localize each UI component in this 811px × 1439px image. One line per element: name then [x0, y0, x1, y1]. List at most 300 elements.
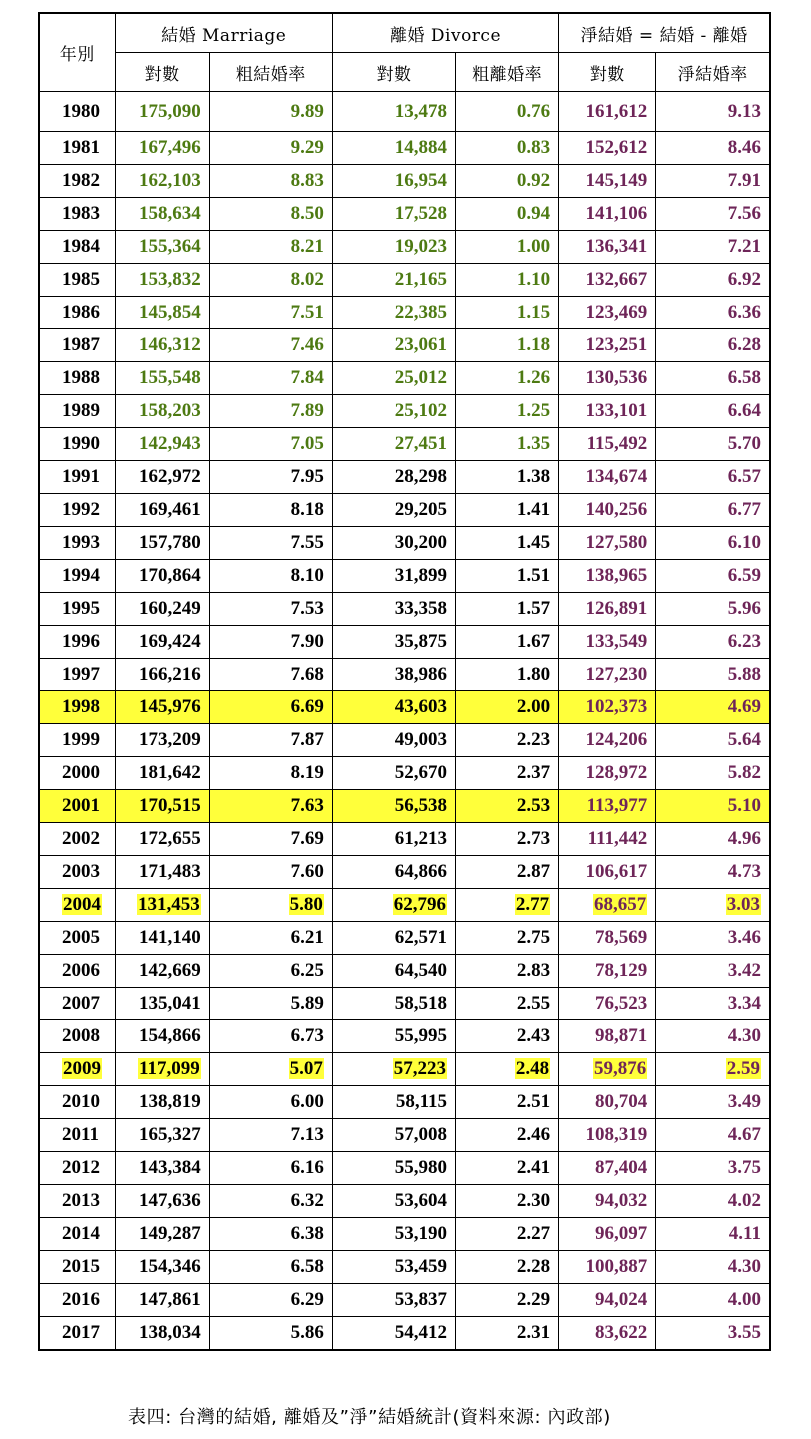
cell-net-rate: 4.69 — [656, 691, 770, 724]
cell-net-count: 127,580 — [559, 526, 656, 559]
cell-marriage-rate: 6.21 — [209, 921, 332, 954]
cell-divorce-count: 64,866 — [332, 855, 455, 888]
header-divorce: 離婚 Divorce — [332, 13, 558, 53]
cell-divorce-rate: 2.31 — [456, 1316, 559, 1349]
cell-divorce-rate: 1.25 — [456, 395, 559, 428]
cell-net-count: 161,612 — [559, 92, 656, 132]
cell-marriage-count: 155,548 — [115, 362, 209, 395]
cell-divorce-count: 58,115 — [332, 1086, 455, 1119]
cell-net-count: 94,024 — [559, 1283, 656, 1316]
cell-year: 2007 — [39, 987, 115, 1020]
cell-divorce-count: 38,986 — [332, 658, 455, 691]
cell-divorce-rate — [456, 888, 559, 921]
cell-marriage-count: 157,780 — [115, 526, 209, 559]
cell-marriage-count: 165,327 — [115, 1119, 209, 1152]
highlighted-value: 2009 — [63, 1058, 101, 1080]
cell-divorce-count: 16,954 — [332, 164, 455, 197]
cell-divorce-rate: 2.55 — [456, 987, 559, 1020]
cell-divorce-count: 53,604 — [332, 1185, 455, 1218]
cell-divorce-rate: 0.83 — [456, 132, 559, 165]
cell-year: 1982 — [39, 164, 115, 197]
cell-marriage-rate: 7.46 — [209, 329, 332, 362]
table-body — [39, 92, 770, 1350]
cell-net-count: 106,617 — [559, 855, 656, 888]
cell-year: 2006 — [39, 954, 115, 987]
table-row — [39, 724, 770, 757]
table-row — [39, 461, 770, 494]
cell-divorce-rate: 1.00 — [456, 230, 559, 263]
cell-marriage-count: 155,364 — [115, 230, 209, 263]
cell-divorce-rate: 1.18 — [456, 329, 559, 362]
cell-divorce-rate: 1.57 — [456, 592, 559, 625]
cell-net-rate: 6.10 — [656, 526, 770, 559]
cell-net-rate — [656, 888, 770, 921]
cell-marriage-rate: 7.55 — [209, 526, 332, 559]
cell-year: 1999 — [39, 724, 115, 757]
cell-divorce-rate: 2.87 — [456, 855, 559, 888]
cell-marriage-count: 158,634 — [115, 197, 209, 230]
cell-year: 2008 — [39, 1020, 115, 1053]
cell-year: 2010 — [39, 1086, 115, 1119]
cell-divorce-rate: 2.41 — [456, 1152, 559, 1185]
cell-year: 1990 — [39, 428, 115, 461]
cell-net-count: 126,891 — [559, 592, 656, 625]
cell-net-rate: 4.96 — [656, 823, 770, 856]
cell-divorce-rate: 1.45 — [456, 526, 559, 559]
cell-divorce-count: 29,205 — [332, 493, 455, 526]
cell-divorce-count — [332, 1053, 455, 1086]
cell-divorce-rate: 2.30 — [456, 1185, 559, 1218]
cell-marriage-rate: 7.63 — [209, 790, 332, 823]
cell-year: 2003 — [39, 855, 115, 888]
cell-net-count: 132,667 — [559, 263, 656, 296]
cell-year: 1986 — [39, 296, 115, 329]
cell-divorce-count: 55,980 — [332, 1152, 455, 1185]
cell-net-count — [559, 1053, 656, 1086]
cell-divorce-rate: 1.10 — [456, 263, 559, 296]
cell-net-rate: 4.02 — [656, 1185, 770, 1218]
cell-divorce-rate: 1.35 — [456, 428, 559, 461]
cell-net-count: 83,622 — [559, 1316, 656, 1349]
cell-marriage-count: 160,249 — [115, 592, 209, 625]
cell-net-count: 145,149 — [559, 164, 656, 197]
cell-marriage-rate: 6.29 — [209, 1283, 332, 1316]
cell-marriage-rate: 9.89 — [209, 92, 332, 132]
cell-year: 2012 — [39, 1152, 115, 1185]
cell-marriage-count: 170,515 — [115, 790, 209, 823]
table-row — [39, 954, 770, 987]
cell-divorce-count: 35,875 — [332, 625, 455, 658]
cell-divorce-count — [332, 888, 455, 921]
cell-marriage-count: 146,312 — [115, 329, 209, 362]
header-row-groups — [39, 13, 770, 53]
cell-divorce-rate — [456, 1053, 559, 1086]
cell-year: 1996 — [39, 625, 115, 658]
highlighted-value: 59,876 — [594, 1058, 647, 1080]
cell-marriage-rate: 6.73 — [209, 1020, 332, 1053]
cell-divorce-count: 56,538 — [332, 790, 455, 823]
cell-divorce-rate: 2.46 — [456, 1119, 559, 1152]
cell-marriage-rate: 8.50 — [209, 197, 332, 230]
cell-marriage-rate: 7.87 — [209, 724, 332, 757]
cell-divorce-count: 13,478 — [332, 92, 455, 132]
cell-net-rate: 6.77 — [656, 493, 770, 526]
cell-net-count: 98,871 — [559, 1020, 656, 1053]
cell-divorce-rate: 2.29 — [456, 1283, 559, 1316]
cell-marriage-count: 154,866 — [115, 1020, 209, 1053]
cell-marriage-rate: 7.68 — [209, 658, 332, 691]
cell-divorce-count: 17,528 — [332, 197, 455, 230]
highlighted-value: 117,099 — [139, 1058, 200, 1080]
cell-divorce-rate: 0.94 — [456, 197, 559, 230]
cell-divorce-count: 21,165 — [332, 263, 455, 296]
cell-marriage-count: 143,384 — [115, 1152, 209, 1185]
cell-divorce-rate: 1.26 — [456, 362, 559, 395]
table-row — [39, 987, 770, 1020]
cell-net-count: 141,106 — [559, 197, 656, 230]
cell-marriage-count: 166,216 — [115, 658, 209, 691]
cell-net-rate: 3.46 — [656, 921, 770, 954]
cell-net-count: 96,097 — [559, 1217, 656, 1250]
cell-net-rate: 4.00 — [656, 1283, 770, 1316]
table-row — [39, 92, 770, 132]
table-row — [39, 1316, 770, 1349]
cell-net-rate: 5.96 — [656, 592, 770, 625]
cell-divorce-count: 27,451 — [332, 428, 455, 461]
cell-net-rate: 6.58 — [656, 362, 770, 395]
cell-net-count: 78,129 — [559, 954, 656, 987]
highlighted-value: 2.59 — [726, 1058, 760, 1080]
table-row — [39, 526, 770, 559]
cell-year: 1993 — [39, 526, 115, 559]
table-header — [39, 13, 770, 92]
table-row — [39, 1020, 770, 1053]
table-row — [39, 428, 770, 461]
cell-year: 1998 — [39, 691, 115, 724]
cell-net-rate: 3.75 — [656, 1152, 770, 1185]
table-row — [39, 1152, 770, 1185]
cell-marriage-count: 170,864 — [115, 559, 209, 592]
cell-net-rate: 5.70 — [656, 428, 770, 461]
cell-net-count: 124,206 — [559, 724, 656, 757]
table-row — [39, 1185, 770, 1218]
table-row — [39, 855, 770, 888]
cell-net-rate: 4.30 — [656, 1020, 770, 1053]
cell-net-rate: 6.92 — [656, 263, 770, 296]
cell-divorce-count: 31,899 — [332, 559, 455, 592]
cell-year: 2017 — [39, 1316, 115, 1349]
cell-year: 2016 — [39, 1283, 115, 1316]
cell-marriage-rate: 6.38 — [209, 1217, 332, 1250]
cell-net-rate: 4.11 — [656, 1217, 770, 1250]
cell-year: 1980 — [39, 92, 115, 132]
cell-marriage-count: 153,832 — [115, 263, 209, 296]
cell-divorce-rate: 2.51 — [456, 1086, 559, 1119]
cell-net-count — [559, 888, 656, 921]
highlighted-value: 2.48 — [515, 1058, 550, 1080]
cell-marriage-rate: 6.69 — [209, 691, 332, 724]
cell-year: 2013 — [39, 1185, 115, 1218]
header-marriage-count: 對數 — [115, 53, 209, 92]
table-row — [39, 757, 770, 790]
cell-net-count: 100,887 — [559, 1250, 656, 1283]
cell-divorce-count: 14,884 — [332, 132, 455, 165]
cell-divorce-rate: 1.38 — [456, 461, 559, 494]
header-year: 年別 — [39, 13, 115, 92]
cell-marriage-count: 173,209 — [115, 724, 209, 757]
cell-net-count: 102,373 — [559, 691, 656, 724]
cell-net-count: 138,965 — [559, 559, 656, 592]
cell-marriage-rate: 7.51 — [209, 296, 332, 329]
highlighted-value: 68,657 — [594, 893, 647, 915]
cell-year: 1983 — [39, 197, 115, 230]
cell-net-count: 111,442 — [559, 823, 656, 856]
cell-net-count: 115,492 — [559, 428, 656, 461]
cell-year: 1992 — [39, 493, 115, 526]
cell-year: 1987 — [39, 329, 115, 362]
cell-net-rate: 8.46 — [656, 132, 770, 165]
cell-divorce-count: 22,385 — [332, 296, 455, 329]
table-row — [39, 921, 770, 954]
cell-divorce-count: 52,670 — [332, 757, 455, 790]
cell-net-rate: 3.42 — [656, 954, 770, 987]
cell-marriage-count — [115, 1053, 209, 1086]
cell-net-count: 94,032 — [559, 1185, 656, 1218]
cell-divorce-rate: 2.43 — [456, 1020, 559, 1053]
cell-marriage-rate: 9.29 — [209, 132, 332, 165]
highlighted-value: 2004 — [63, 893, 101, 915]
cell-marriage-rate: 7.13 — [209, 1119, 332, 1152]
cell-net-count: 123,469 — [559, 296, 656, 329]
cell-net-rate: 7.91 — [656, 164, 770, 197]
cell-marriage-rate: 7.60 — [209, 855, 332, 888]
cell-net-count: 108,319 — [559, 1119, 656, 1152]
cell-marriage-count: 158,203 — [115, 395, 209, 428]
table-row — [39, 592, 770, 625]
cell-marriage-rate: 6.25 — [209, 954, 332, 987]
cell-marriage-rate: 8.83 — [209, 164, 332, 197]
table-row — [39, 823, 770, 856]
cell-net-rate: 4.73 — [656, 855, 770, 888]
cell-divorce-rate: 2.28 — [456, 1250, 559, 1283]
header-row-subcolumns — [39, 53, 770, 92]
cell-net-rate: 6.57 — [656, 461, 770, 494]
cell-divorce-count: 23,061 — [332, 329, 455, 362]
cell-year: 1994 — [39, 559, 115, 592]
cell-marriage-rate — [209, 888, 332, 921]
cell-net-count: 123,251 — [559, 329, 656, 362]
highlighted-value: 5.07 — [289, 1058, 323, 1080]
cell-divorce-count: 33,358 — [332, 592, 455, 625]
cell-divorce-rate: 1.80 — [456, 658, 559, 691]
cell-year — [39, 1053, 115, 1086]
highlighted-value: 2.77 — [515, 893, 550, 915]
cell-marriage-count: 149,287 — [115, 1217, 209, 1250]
cell-marriage-count: 169,424 — [115, 625, 209, 658]
cell-year: 1995 — [39, 592, 115, 625]
cell-net-count: 140,256 — [559, 493, 656, 526]
table-row — [39, 132, 770, 165]
cell-year: 2014 — [39, 1217, 115, 1250]
cell-marriage-count: 147,861 — [115, 1283, 209, 1316]
cell-divorce-rate: 2.37 — [456, 757, 559, 790]
cell-net-rate: 7.56 — [656, 197, 770, 230]
table-row — [39, 197, 770, 230]
cell-divorce-rate: 2.00 — [456, 691, 559, 724]
cell-marriage-rate: 8.18 — [209, 493, 332, 526]
cell-marriage-count: 142,669 — [115, 954, 209, 987]
cell-divorce-rate: 2.23 — [456, 724, 559, 757]
highlighted-value: 62,796 — [393, 893, 447, 915]
header-net-rate: 淨結婚率 — [656, 53, 770, 92]
cell-net-count: 127,230 — [559, 658, 656, 691]
cell-marriage-count: 142,943 — [115, 428, 209, 461]
table-row — [39, 164, 770, 197]
cell-marriage-rate: 7.89 — [209, 395, 332, 428]
header-divorce-rate: 粗離婚率 — [456, 53, 559, 92]
table-row — [39, 1119, 770, 1152]
cell-year: 2005 — [39, 921, 115, 954]
cell-divorce-count: 30,200 — [332, 526, 455, 559]
cell-net-count: 136,341 — [559, 230, 656, 263]
table-caption: 表四: 台灣的結婚, 離婚及”淨”結婚統計(資料來源: 內政部) — [128, 1407, 611, 1428]
cell-divorce-count: 43,603 — [332, 691, 455, 724]
cell-divorce-count: 61,213 — [332, 823, 455, 856]
cell-marriage-count: 181,642 — [115, 757, 209, 790]
cell-marriage-count: 154,346 — [115, 1250, 209, 1283]
header-net-marriage: 淨結婚 = 結婚 - 離婚 — [559, 13, 770, 53]
table-row — [39, 493, 770, 526]
cell-marriage-count: 162,972 — [115, 461, 209, 494]
cell-marriage-count: 162,103 — [115, 164, 209, 197]
highlighted-value: 3.03 — [726, 893, 760, 915]
cell-year: 1997 — [39, 658, 115, 691]
cell-net-rate: 4.67 — [656, 1119, 770, 1152]
table-row — [39, 296, 770, 329]
cell-divorce-count: 25,102 — [332, 395, 455, 428]
cell-marriage-rate: 7.90 — [209, 625, 332, 658]
cell-marriage-rate: 5.89 — [209, 987, 332, 1020]
cell-marriage-count: 138,034 — [115, 1316, 209, 1349]
table-row — [39, 329, 770, 362]
cell-marriage-rate: 7.69 — [209, 823, 332, 856]
cell-divorce-count: 54,412 — [332, 1316, 455, 1349]
cell-net-rate: 5.82 — [656, 757, 770, 790]
cell-divorce-rate: 2.73 — [456, 823, 559, 856]
cell-net-count: 133,101 — [559, 395, 656, 428]
cell-net-rate: 5.10 — [656, 790, 770, 823]
cell-marriage-count: 141,140 — [115, 921, 209, 954]
cell-year: 2001 — [39, 790, 115, 823]
table-row — [39, 559, 770, 592]
table-row — [39, 625, 770, 658]
cell-marriage-count: 172,655 — [115, 823, 209, 856]
cell-year: 1988 — [39, 362, 115, 395]
cell-year: 2000 — [39, 757, 115, 790]
cell-net-rate: 3.49 — [656, 1086, 770, 1119]
cell-divorce-rate: 0.76 — [456, 92, 559, 132]
cell-divorce-rate: 0.92 — [456, 164, 559, 197]
cell-year: 1981 — [39, 132, 115, 165]
cell-net-count: 87,404 — [559, 1152, 656, 1185]
cell-net-count: 76,523 — [559, 987, 656, 1020]
cell-divorce-count: 53,459 — [332, 1250, 455, 1283]
cell-marriage-count: 138,819 — [115, 1086, 209, 1119]
cell-divorce-count: 19,023 — [332, 230, 455, 263]
cell-divorce-rate: 1.41 — [456, 493, 559, 526]
cell-marriage-rate: 7.95 — [209, 461, 332, 494]
cell-marriage-rate: 5.86 — [209, 1316, 332, 1349]
cell-divorce-count: 25,012 — [332, 362, 455, 395]
cell-year: 1984 — [39, 230, 115, 263]
table-row — [39, 1053, 770, 1086]
cell-net-rate: 5.64 — [656, 724, 770, 757]
cell-marriage-count — [115, 888, 209, 921]
cell-marriage-count: 145,854 — [115, 296, 209, 329]
cell-net-rate: 3.55 — [656, 1316, 770, 1349]
cell-divorce-count: 58,518 — [332, 987, 455, 1020]
cell-net-rate: 6.28 — [656, 329, 770, 362]
table-row — [39, 230, 770, 263]
cell-marriage-count: 169,461 — [115, 493, 209, 526]
cell-marriage-count: 145,976 — [115, 691, 209, 724]
table-row — [39, 1283, 770, 1316]
cell-divorce-count: 64,540 — [332, 954, 455, 987]
cell-year: 2002 — [39, 823, 115, 856]
cell-divorce-count: 49,003 — [332, 724, 455, 757]
table-row — [39, 888, 770, 921]
header-marriage: 結婚 Marriage — [115, 13, 332, 53]
cell-net-rate: 7.21 — [656, 230, 770, 263]
cell-marriage-rate: 6.16 — [209, 1152, 332, 1185]
cell-divorce-count: 57,008 — [332, 1119, 455, 1152]
cell-net-rate: 6.59 — [656, 559, 770, 592]
cell-divorce-rate: 2.83 — [456, 954, 559, 987]
cell-net-count: 134,674 — [559, 461, 656, 494]
cell-divorce-rate: 2.75 — [456, 921, 559, 954]
table-row — [39, 263, 770, 296]
cell-net-count: 113,977 — [559, 790, 656, 823]
highlighted-value: 57,223 — [393, 1058, 447, 1080]
table-row — [39, 395, 770, 428]
cell-year: 1985 — [39, 263, 115, 296]
highlighted-value: 5.80 — [289, 893, 323, 915]
cell-marriage-rate: 8.10 — [209, 559, 332, 592]
cell-net-rate: 6.64 — [656, 395, 770, 428]
cell-marriage-rate: 6.58 — [209, 1250, 332, 1283]
cell-marriage-rate: 8.02 — [209, 263, 332, 296]
marriage-divorce-table — [38, 12, 771, 1351]
cell-marriage-rate: 7.05 — [209, 428, 332, 461]
cell-net-count: 130,536 — [559, 362, 656, 395]
table-row — [39, 691, 770, 724]
cell-net-rate: 4.30 — [656, 1250, 770, 1283]
cell-year: 2015 — [39, 1250, 115, 1283]
cell-divorce-count: 53,837 — [332, 1283, 455, 1316]
table-row — [39, 362, 770, 395]
cell-divorce-count: 62,571 — [332, 921, 455, 954]
cell-marriage-rate: 6.00 — [209, 1086, 332, 1119]
cell-marriage-count: 135,041 — [115, 987, 209, 1020]
cell-year: 2011 — [39, 1119, 115, 1152]
cell-net-rate: 3.34 — [656, 987, 770, 1020]
cell-divorce-count: 53,190 — [332, 1217, 455, 1250]
table-row — [39, 658, 770, 691]
cell-marriage-rate: 8.21 — [209, 230, 332, 263]
cell-net-count: 78,569 — [559, 921, 656, 954]
cell-divorce-rate: 2.27 — [456, 1217, 559, 1250]
cell-marriage-rate: 7.53 — [209, 592, 332, 625]
